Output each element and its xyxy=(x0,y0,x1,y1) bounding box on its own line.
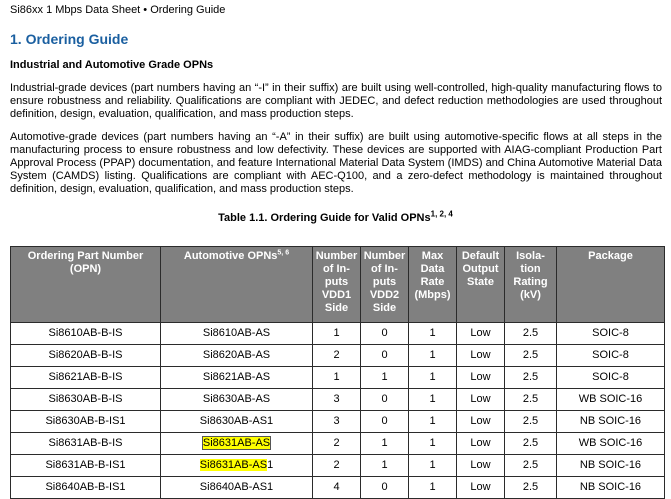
table-row xyxy=(11,433,665,455)
cell-vdd1: 3 xyxy=(313,411,361,433)
cell-vdd2: 1 xyxy=(361,433,409,455)
automotive-paragraph: Automotive-grade devices (part numbers having an “-A” in their suffix) are built using automotive-specific flows at all steps in the manufacturing process to ensure robustness and low defectivity. These devices are supported with AIAG-compliant Production Part Approval Process (PPAP) documentation, and feature International Material Data System (IMDS) and China Automotive Material Data System (CAMDS) listing. Qualifications are compliant with AEC-Q100, and a zero-defect methodology is maintained throughout definition, design, evaluation, qualification, and mass production steps. xyxy=(10,131,662,195)
cell-auto-opn xyxy=(161,477,313,499)
cell-auto-opn xyxy=(161,433,313,455)
cell-state: Low xyxy=(457,455,505,477)
cell-state: Low xyxy=(457,389,505,411)
cell-package: NB SOIC-16 xyxy=(557,411,665,433)
cell-auto-opn-text: Si8630AB-AS1 xyxy=(199,415,274,427)
highlighted-auto-opn: Si8631AB-AS xyxy=(202,437,271,449)
table-row xyxy=(11,323,665,345)
cell-auto-opn xyxy=(161,323,313,345)
cell-isolation: 2.5 xyxy=(505,411,557,433)
cell-vdd2: 1 xyxy=(361,367,409,389)
table-row xyxy=(11,411,665,433)
auto-opn-suffix: 1 xyxy=(267,459,274,471)
cell-opn: Si8640AB-B-IS1 xyxy=(11,477,161,499)
cell-vdd1: 2 xyxy=(313,433,361,455)
cell-isolation: 2.5 xyxy=(505,389,557,411)
table-row xyxy=(11,367,665,389)
cell-isolation: 2.5 xyxy=(505,323,557,345)
cell-state: Low xyxy=(457,477,505,499)
cell-isolation: 2.5 xyxy=(505,477,557,499)
cell-opn: Si8620AB-B-IS xyxy=(11,345,161,367)
running-header: Si86xx 1 Mbps Data Sheet • Ordering Guide xyxy=(10,4,226,16)
industrial-paragraph: Industrial-grade devices (part numbers having an “-I” in their suffix) are built using well-controlled, high-quality manufacturing flows to ensure robustness and reliability. Qualifications are compliant with JEDEC, and defect reduction methodologies are used throughout definition, design, evaluation, qualification, and mass production steps. xyxy=(10,82,662,120)
cell-package: WB SOIC-16 xyxy=(557,433,665,455)
cell-auto-opn-text: Si8620AB-AS xyxy=(202,349,271,361)
cell-package: NB SOIC-16 xyxy=(557,455,665,477)
cell-state: Low xyxy=(457,345,505,367)
col-header-vdd1-inputs: Number of In-puts VDD1 Side xyxy=(313,247,361,323)
cell-rate: 1 xyxy=(409,433,457,455)
cell-vdd1: 1 xyxy=(313,367,361,389)
cell-auto-opn xyxy=(161,389,313,411)
cell-opn: Si8610AB-B-IS xyxy=(11,323,161,345)
table-row xyxy=(11,455,665,477)
col-header-auto-opn xyxy=(161,247,313,323)
cell-auto-opn-text: Si8621AB-AS xyxy=(202,371,271,383)
cell-rate: 1 xyxy=(409,389,457,411)
col-header-vdd2-inputs: Number of In-puts VDD2 Side xyxy=(361,247,409,323)
cell-opn: Si8631AB-B-IS1 xyxy=(11,455,161,477)
col-header-package: Package xyxy=(557,247,665,323)
cell-package: SOIC-8 xyxy=(557,367,665,389)
cell-vdd1: 4 xyxy=(313,477,361,499)
cell-state: Low xyxy=(457,411,505,433)
table-row xyxy=(11,345,665,367)
cell-auto-opn-text: Si8630AB-AS xyxy=(202,393,271,405)
cell-vdd2: 0 xyxy=(361,411,409,433)
table-header-row xyxy=(11,247,665,323)
cell-opn: Si8630AB-B-IS1 xyxy=(11,411,161,433)
cell-vdd2: 0 xyxy=(361,477,409,499)
ordering-guide-table xyxy=(10,246,665,499)
col-header-max-data-rate: Max Data Rate (Mbps) xyxy=(409,247,457,323)
cell-state: Low xyxy=(457,433,505,455)
cell-state: Low xyxy=(457,367,505,389)
section-title: 1. Ordering Guide xyxy=(10,31,129,47)
subsection-title: Industrial and Automotive Grade OPNs xyxy=(10,59,214,71)
cell-isolation: 2.5 xyxy=(505,455,557,477)
cell-package: NB SOIC-16 xyxy=(557,477,665,499)
col-header-opn: Ordering Part Number (OPN) xyxy=(11,247,161,323)
cell-vdd2: 0 xyxy=(361,389,409,411)
cell-auto-opn xyxy=(161,455,313,477)
col-header-auto-opn-text: Automotive OPNs xyxy=(183,250,278,262)
cell-vdd1: 2 xyxy=(313,455,361,477)
cell-vdd1: 3 xyxy=(313,389,361,411)
cell-rate: 1 xyxy=(409,477,457,499)
col-header-isolation-rating: Isola-tion Rating (kV) xyxy=(505,247,557,323)
highlighted-auto-opn: Si8631AB-AS xyxy=(199,459,268,471)
cell-rate: 1 xyxy=(409,455,457,477)
cell-package: WB SOIC-16 xyxy=(557,389,665,411)
table-row xyxy=(11,477,665,499)
cell-vdd2: 0 xyxy=(361,345,409,367)
cell-isolation: 2.5 xyxy=(505,345,557,367)
cell-rate: 1 xyxy=(409,411,457,433)
cell-package: SOIC-8 xyxy=(557,345,665,367)
cell-auto-opn xyxy=(161,345,313,367)
cell-package: SOIC-8 xyxy=(557,323,665,345)
cell-rate: 1 xyxy=(409,345,457,367)
cell-rate: 1 xyxy=(409,367,457,389)
cell-auto-opn xyxy=(161,367,313,389)
col-header-default-output: Default Output State xyxy=(457,247,505,323)
cell-auto-opn-text: Si8640AB-AS1 xyxy=(199,481,274,493)
table-row xyxy=(11,389,665,411)
cell-isolation: 2.5 xyxy=(505,367,557,389)
cell-opn: Si8630AB-B-IS xyxy=(11,389,161,411)
cell-state: Low xyxy=(457,323,505,345)
cell-vdd2: 1 xyxy=(361,455,409,477)
cell-vdd1: 1 xyxy=(313,323,361,345)
cell-vdd2: 0 xyxy=(361,323,409,345)
col-header-auto-opn-footnotes: 5, 6 xyxy=(277,249,290,257)
cell-opn: Si8621AB-B-IS xyxy=(11,367,161,389)
table-caption-footnotes: 1, 2, 4 xyxy=(430,209,453,219)
cell-vdd1: 2 xyxy=(313,345,361,367)
cell-auto-opn xyxy=(161,411,313,433)
table-caption-text: Table 1.1. Ordering Guide for Valid OPNs xyxy=(218,212,431,224)
cell-auto-opn-text: Si8610AB-AS xyxy=(202,327,271,339)
cell-rate: 1 xyxy=(409,323,457,345)
cell-isolation: 2.5 xyxy=(505,433,557,455)
table-caption xyxy=(0,209,671,224)
cell-opn: Si8631AB-B-IS xyxy=(11,433,161,455)
